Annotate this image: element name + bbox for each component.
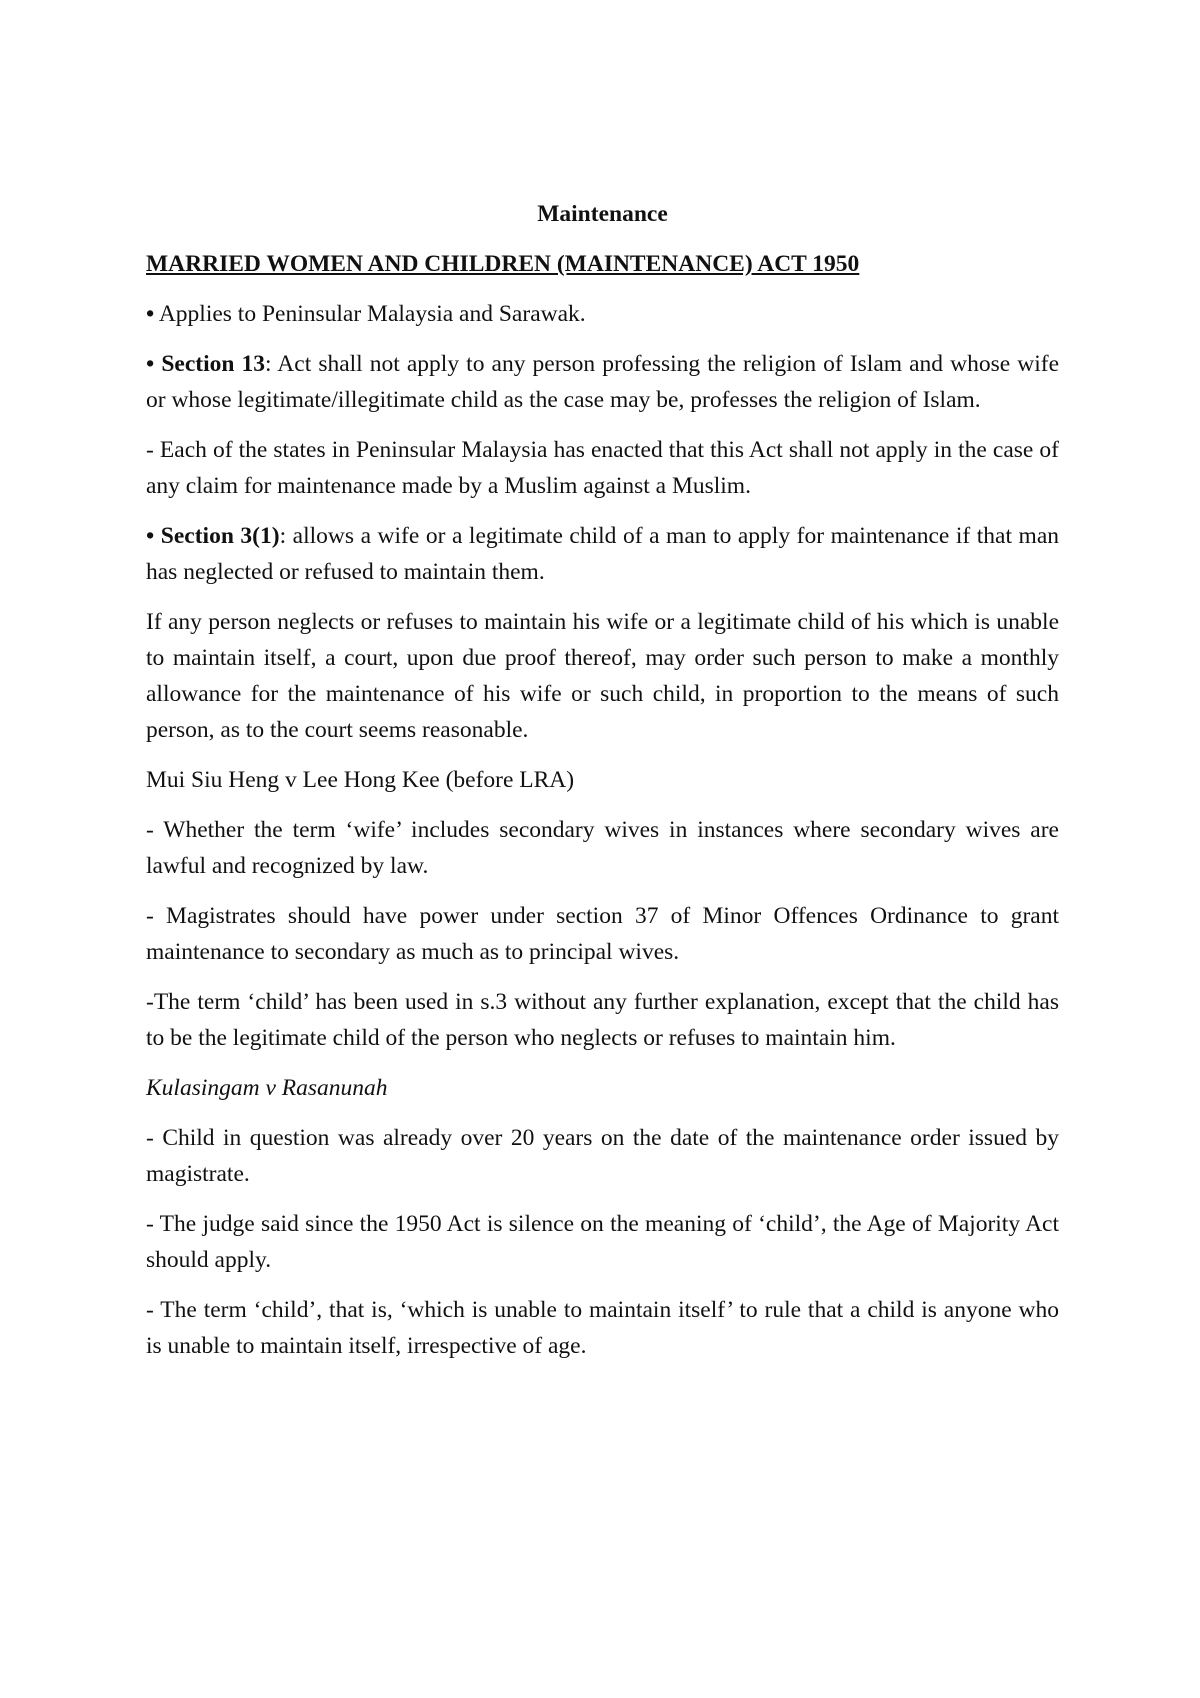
paragraph-section-13 [146,346,1059,418]
case-name-kulasingam: Kulasingam v Rasanunah [146,1075,388,1101]
paragraph-text: : Act shall not apply to any person professing the religion of Islam and whose wife or whose legitimate/illegitimate child as the case may be, professes the religion of Islam. [146,351,1059,413]
paragraph-child-over-20: - Child in question was already over 20 years on the date of the maintenance order issued by magistrate. [146,1125,1059,1187]
bullet-icon: • [146,301,155,327]
bullet-icon: • [146,523,155,549]
paragraph-neglects: If any person neglects or refuses to maintain his wife or a legitimate child of his which is unable to maintain itself, a court, upon due proof thereof, may order such person to make a monthly allowance for the maintenance of his wife or such child, in proportion to the means of such person, as to the court seems reasonable. [146,609,1059,743]
paragraph-child-term: -The term ‘child’ has been used in s.3 without any further explanation, except that the child has to be the legitimate child of the person who neglects or refuses to maintain him. [146,989,1059,1051]
page-title: Maintenance [537,201,668,227]
case-name-mui-siu-heng: Mui Siu Heng v Lee Hong Kee (before LRA) [146,767,575,793]
paragraph-section-3-1 [146,518,1059,590]
paragraph-unable-to-maintain: - The term ‘child’, that is, ‘which is unable to maintain itself’ to rule that a child is anyone who is unable to maintain itself, irrespective of age. [146,1297,1059,1359]
bullet-icon: • [146,351,155,377]
act-heading: MARRIED WOMEN AND CHILDREN (MAINTENANCE) ACT 1950 [146,251,860,277]
paragraph-states-enacted: - Each of the states in Peninsular Malaysia has enacted that this Act shall not apply in the case of any claim for maintenance made by a Muslim against a Muslim. [146,437,1059,499]
section-label: Section 13 [161,351,265,377]
paragraph-applies [146,296,1059,332]
paragraph-text: : allows a wife or a legitimate child of a man to apply for maintenance if that man has neglected or refused to maintain them. [146,523,1059,585]
paragraph-text: Applies to Peninsular Malaysia and Sarawak. [158,301,586,327]
paragraph-magistrates: - Magistrates should have power under section 37 of Minor Offences Ordinance to grant maintenance to secondary as much as to principal wives. [146,903,1059,965]
document-page [146,196,1059,1378]
section-label: Section 3(1) [160,523,280,549]
paragraph-wife-term: - Whether the term ‘wife’ includes secondary wives in instances where secondary wives are lawful and recognized by law. [146,817,1059,879]
paragraph-judge-said: - The judge said since the 1950 Act is silence on the meaning of ‘child’, the Age of Majority Act should apply. [146,1211,1059,1273]
